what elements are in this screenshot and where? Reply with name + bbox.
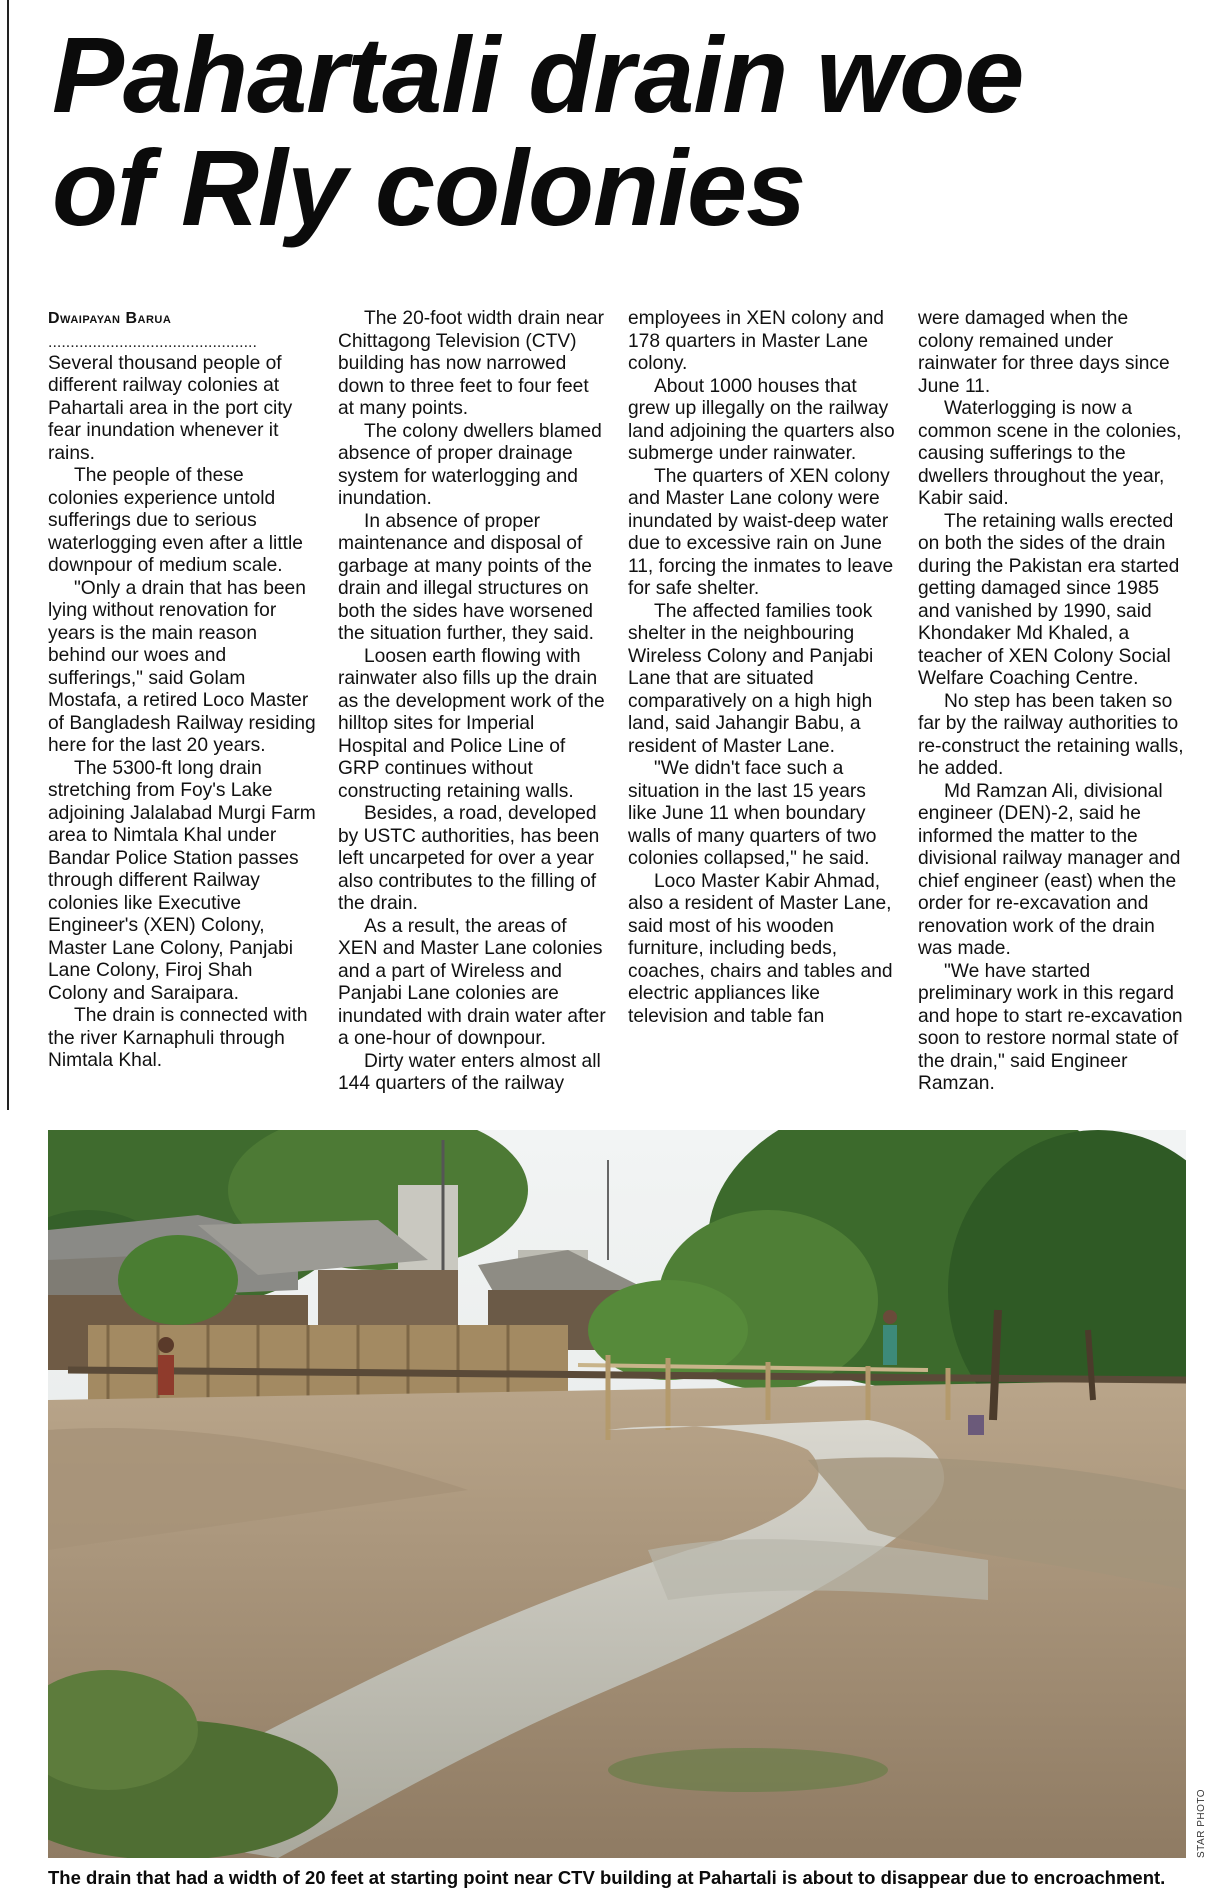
drain-photo-illustration (48, 1130, 1186, 1858)
paragraph: "We have started preliminary work in this regard and hope to start re-excavation soon to restore normal state of the drain," said Engineer Ramzan. (918, 960, 1183, 1094)
headline-line-1: Pahartali drain woe (52, 14, 1024, 135)
photo-caption: The drain that had a width of 20 feet at starting point near CTV building at Pahartali is about to disappear due to encroachment. (48, 1867, 1166, 1888)
paragraph: About 1000 houses that grew up illegally on the railway land adjoining the quarters also submerge under rainwater. (628, 375, 895, 464)
paragraph: The colony dwellers blamed absence of proper drainage system for waterlogging and inundation. (338, 420, 602, 509)
article-column-2 (338, 308, 606, 1100)
paragraph: The people of these colonies experience untold sufferings due to serious waterlogging even after a little downpour of medium scale. (48, 465, 303, 576)
article-column-1 (48, 308, 316, 1100)
paragraph: In absence of proper maintenance and disposal of garbage at many points of the drain and illegal structures on both the sides have worsened the situation further, they said. (338, 510, 594, 644)
paragraph: Dirty water enters almost all 144 quarters of the railway (338, 1050, 601, 1094)
paragraph: No step has been taken so far by the railway authorities to re-construct the retaining walls, he added. (918, 690, 1184, 779)
byline-rule: ............................................... (48, 333, 257, 351)
paragraph: "Only a drain that has been lying without renovation for years is the main reason behind our woes and sufferings," said Golam Mostafa, a retired Loco Master of Bangladesh Railway residing here for the last 20 years. (48, 577, 316, 756)
article-body (48, 308, 1188, 1100)
headline (52, 14, 1192, 248)
paragraph: As a result, the areas of XEN and Master Lane colonies and a part of Wireless and Panjabi Lane colonies are inundated with drain water after a one-hour of downpour. (338, 915, 606, 1049)
paragraph: The 5300-ft long drain stretching from Foy's Lake adjoining Jalalabad Murgi Farm area to Nimtala Khal under Bandar Police Station passes through different Railway colonies like Executive Engineer's (XEN) Colony, Master Lane Colony, Panjabi Lane Colony, Firoj Shah Colony and Saraipara. (48, 757, 316, 1004)
paragraph: "We didn't face such a situation in the last 15 years like June 11 when boundary walls of many quarters of two colonies collapsed," he said. (628, 758, 877, 869)
paragraph: The retaining walls erected on both the sides of the drain during the Pakistan era started getting damaged since 1985 and vanished by 1990, said Khondaker Md Khaled, a teacher of XEN Colony Social Welfare Coaching Centre. (918, 510, 1180, 689)
paragraph: The drain is connected with the river Karnaphuli through Nimtala Khal. (48, 1005, 308, 1071)
paragraph: The affected families took shelter in the neighbouring Wireless Colony and Panjabi Lane that are situated comparatively on a high high land, said Jahangir Babu, a resident of Master Lane. (628, 600, 874, 757)
headline-line-2: of Rly colonies (52, 127, 806, 248)
photo-credit: STAR PHOTO (1196, 1788, 1207, 1858)
paragraph: Loco Master Kabir Ahmad, also a resident of Master Lane, said most of his wooden furniture, including beds, coaches, chairs and tables and electric appliances like television and table fan (628, 870, 893, 1027)
paragraph: were damaged when the colony remained under rainwater for three days since June 11. (918, 308, 1170, 397)
paragraph: Several thousand people of different railway colonies at Pahartali area in the port city fear inundation whenever it rains. (48, 352, 293, 464)
paragraph: Md Ramzan Ali, divisional engineer (DEN)-2, said he informed the matter to the divisional railway manager and chief engineer (east) when the order for re-excavation and renovation work of the drain was made. (918, 780, 1181, 959)
article-column-4 (918, 308, 1186, 1100)
paragraph: Besides, a road, developed by USTC authorities, has been left uncarpeted for over a year also contributes to the filling of the drain. (338, 803, 600, 914)
paragraph: The 20-foot width drain near Chittagong Television (CTV) building has now narrowed down to three feet to four feet at many points. (338, 308, 604, 419)
paragraph: Waterlogging is now a common scene in the colonies, causing sufferings to the dwellers throughout the year, Kabir said. (918, 398, 1182, 509)
byline: Dwaipayan Barua (48, 310, 172, 327)
column-rule (7, 0, 9, 1110)
article-column-3 (628, 308, 896, 1100)
paragraph: employees in XEN colony and 178 quarters in Master Lane colony. (628, 308, 884, 374)
news-photo (48, 1130, 1186, 1858)
paragraph: Loosen earth flowing with rainwater also fills up the drain as the development work of the hilltop sites for Imperial Hospital and Police Line of GRP continues without constructing retaining walls. (338, 645, 605, 802)
paragraph: The quarters of XEN colony and Master Lane colony were inundated by waist-deep water due to excessive rain on June 11, forcing the inmates to leave for safe shelter. (628, 465, 894, 599)
